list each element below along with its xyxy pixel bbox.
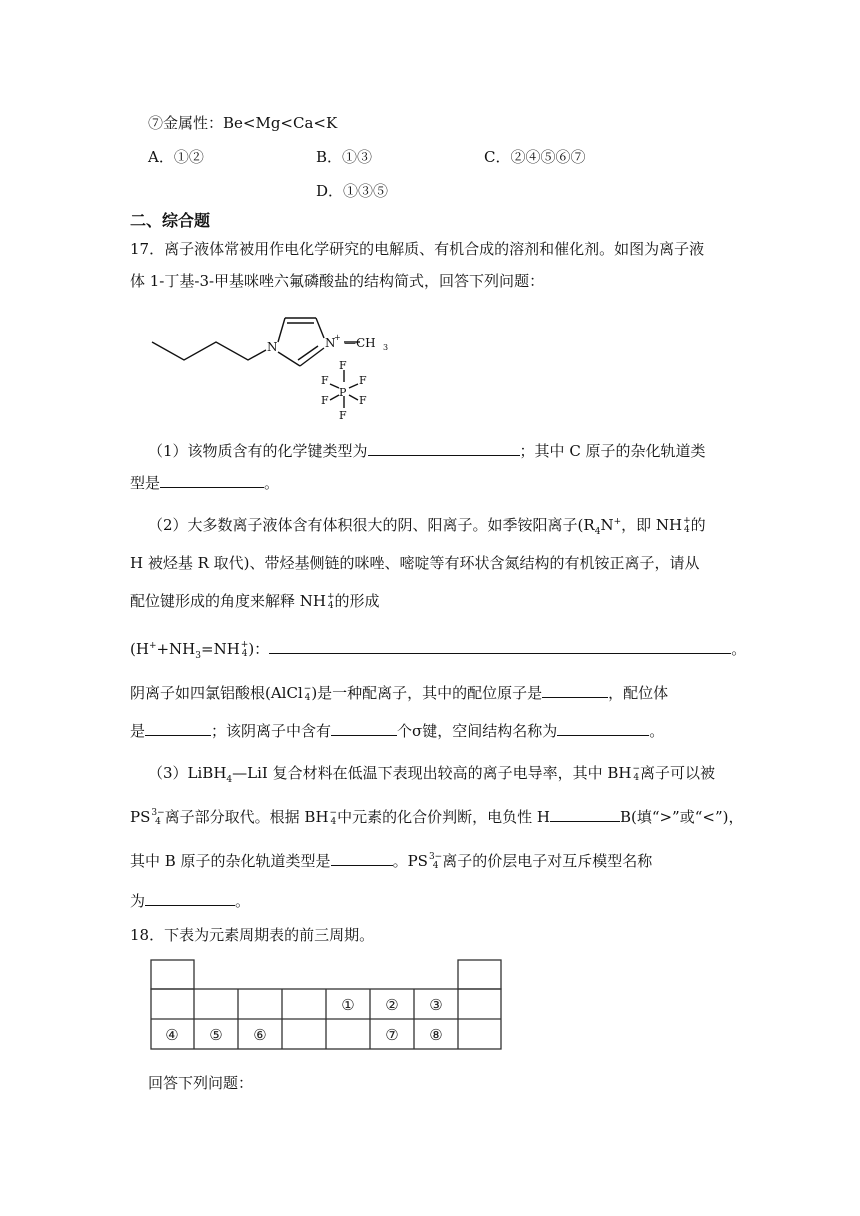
- blank-c-hybrid[interactable]: [160, 473, 264, 488]
- q17-part2-line6: 是 ；该阴离子中含有 个σ键，空间结构名称为 。: [130, 722, 665, 740]
- blank-geometry[interactable]: [557, 721, 649, 736]
- f-bottom: F: [339, 409, 347, 422]
- option-b: B．①③: [316, 148, 373, 166]
- option-d: D．①③⑤: [316, 182, 389, 200]
- q17-part2-line4: ($H^++NH_3=NH$ + 4 )： 。: [130, 640, 747, 661]
- f-lower-left: F: [321, 394, 329, 407]
- blank-electroneg[interactable]: [550, 807, 620, 822]
- blank-b-hybrid[interactable]: [331, 851, 393, 866]
- f-top: F: [339, 359, 347, 372]
- blank-ligand[interactable]: [145, 721, 211, 736]
- q17-part2-line1: （2）大多数离子液体含有体积很大的阴、阳离子。如季铵阳离子($R_4N^+$，即 NH + 4 的: [148, 516, 706, 537]
- mark-7: ⑦: [385, 1026, 399, 1044]
- blank-vsepr[interactable]: [145, 891, 235, 906]
- ring-n3: N: [325, 336, 336, 350]
- structure-diagram: [148, 300, 408, 429]
- option-c: C．②④⑤⑥⑦: [484, 148, 586, 166]
- blank-nh4-explain[interactable]: [269, 639, 731, 654]
- section-heading: 二、综合题: [130, 211, 211, 230]
- mark-4: ④: [165, 1026, 179, 1044]
- methyl-sub: 3: [383, 343, 389, 352]
- mark-8: ⑧: [429, 1026, 443, 1044]
- f-upper-right: F: [359, 374, 367, 387]
- blank-sigma-count[interactable]: [331, 721, 397, 736]
- p-atom: P: [339, 386, 347, 399]
- q17-part1-line2: 型是 。: [130, 474, 280, 492]
- blank-coord-atom[interactable]: [542, 683, 608, 698]
- q17-part2-line2: H 被烃基 R 取代)、带烃基侧链的咪唑、嘧啶等有环状含氮结构的有机铵正离子，请从: [130, 554, 700, 572]
- q17-part2-line3: 配位键形成的角度来解释 NH + 4 的形成: [130, 592, 380, 611]
- q17-part3-line2: PS 3− 4 离子部分取代。根据 BH − 4 中元素的化合价判断，电负性 H B(填“>”或“<”)，: [130, 808, 744, 827]
- q17-part3-line3: 其中 B 原子的杂化轨道类型是 。PS 3− 4 离子的价层电子对互斥模型名称: [130, 852, 653, 871]
- ring-n3-charge: +: [334, 333, 341, 342]
- q17-intro-line1: 17．离子液体常被用作电化学研究的电解质、有机合成的溶剂和催化剂。如图为离子液: [130, 240, 705, 258]
- q17-part3-line1: （3）LiBH$_4$—LiI 复合材料在低温下表现出较高的离子电导率，其中 BH − 4 离子可以被: [148, 764, 716, 785]
- nh4-charge: + 4: [683, 516, 691, 535]
- q18-prompt: 回答下列问题：: [148, 1074, 254, 1092]
- methyl-label: —CH: [344, 336, 376, 350]
- periodic-table: [150, 958, 506, 1056]
- mark-2: ②: [385, 996, 399, 1014]
- mark-6: ⑥: [253, 1026, 267, 1044]
- f-lower-right: F: [359, 394, 367, 407]
- mark-5: ⑤: [209, 1026, 223, 1044]
- mark-1: ①: [341, 996, 355, 1014]
- q18-intro: 18．下表为元素周期表的前三周期。: [130, 926, 375, 944]
- blank-bond-type[interactable]: [368, 441, 520, 456]
- q17-intro-line2: 体 1-丁基-3-甲基咪唑六氟磷酸盐的结构简式，回答下列问题：: [130, 272, 545, 290]
- f-upper-left: F: [321, 374, 329, 387]
- mark-3: ③: [429, 996, 443, 1014]
- q17-part3-line4: 为 。: [130, 892, 251, 910]
- q17-part1-line1: （1）该物质含有的化学键类型为 ；其中 C 原子的杂化轨道类: [148, 442, 706, 460]
- option-a: A．①②: [148, 148, 204, 166]
- q17-part2-line5: 阴离子如四氯铝酸根(AlCl − 4 )是一种配离子，其中的配位原子是 ，配位体: [130, 684, 669, 703]
- ring-n1: N: [267, 340, 278, 354]
- q16-item7: ⑦金属性：Be<Mg<Ca<K: [148, 114, 338, 132]
